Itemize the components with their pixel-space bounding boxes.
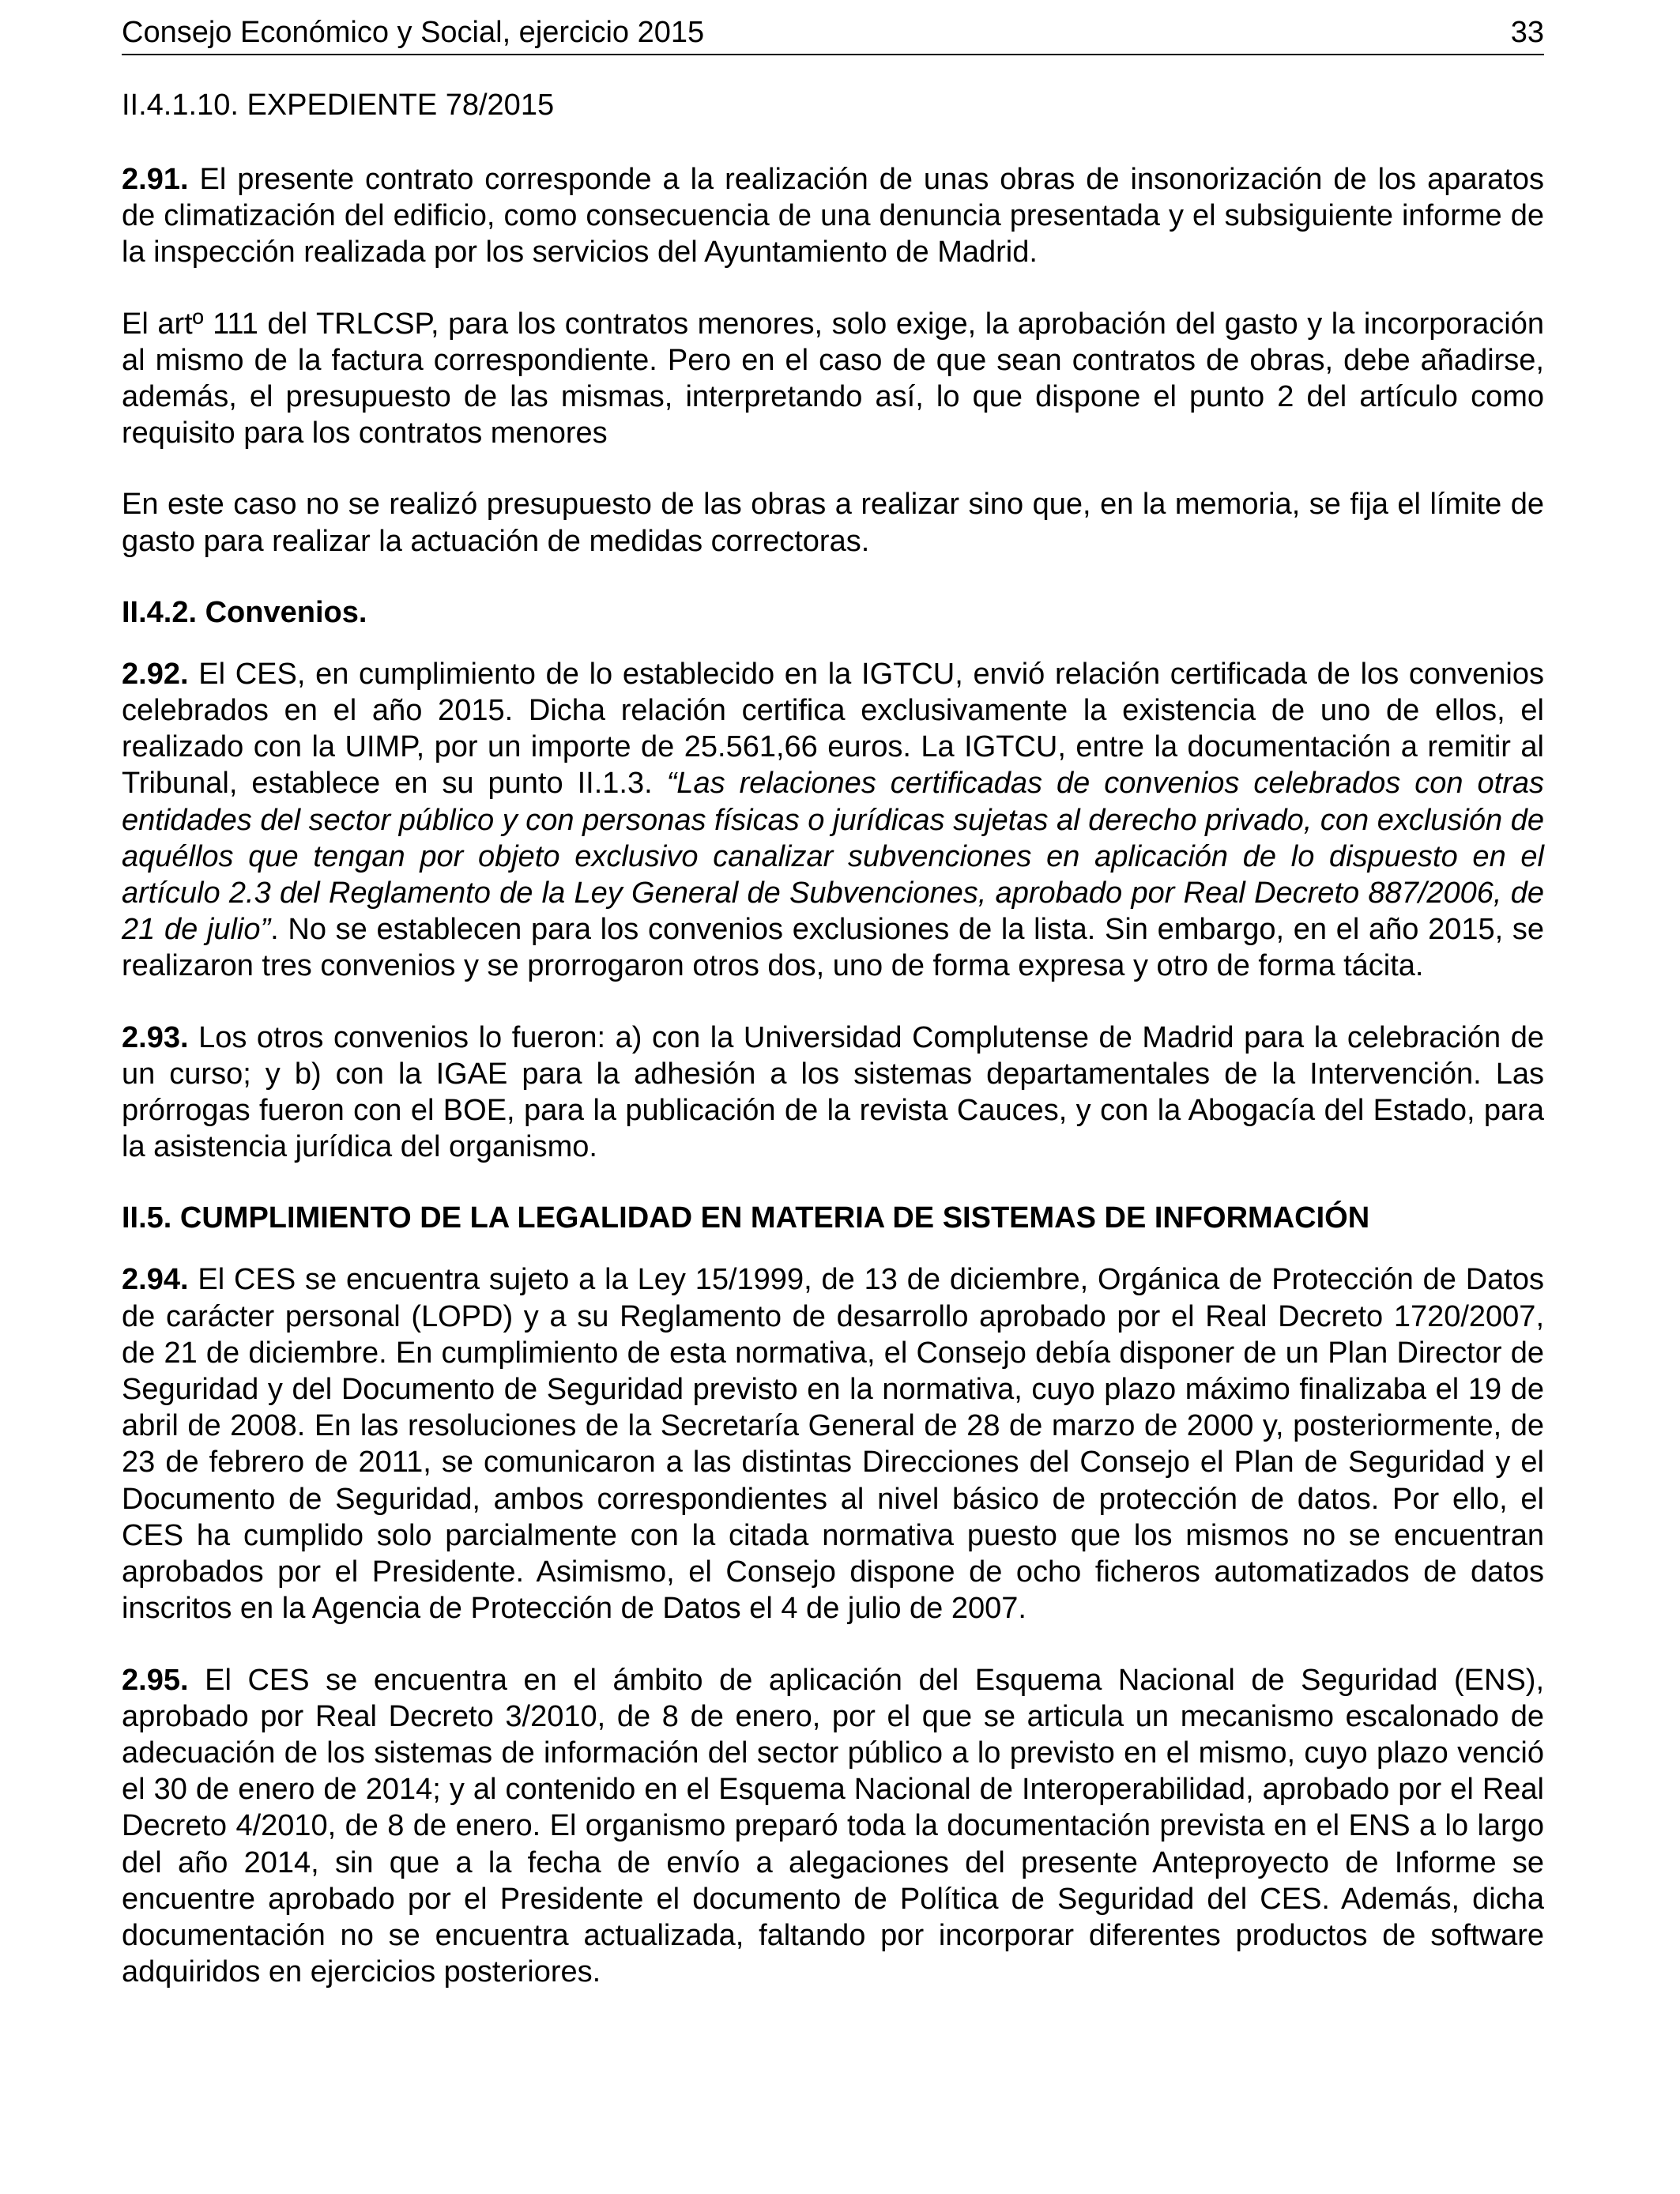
expediente-heading: II.4.1.10. EXPEDIENTE 78/2015	[122, 89, 555, 122]
sistemas-heading: II.5. CUMPLIMIENTO DE LA LEGALIDAD EN MATERIA DE SISTEMAS DE INFORMACIÓN	[122, 1201, 1370, 1235]
paragraph-presupuesto	[122, 486, 1544, 559]
paragraph-number: 2.94.	[122, 1263, 189, 1297]
paragraph-text: El presente contrato corresponde a la realización de unas obras de insonorización de los aparatos de climatización del edificio, como consecuencia de una denuncia presentada y el subsiguiente informe de la inspección realizada por los servicios del Ayuntamiento de Madrid.	[122, 163, 1544, 270]
paragraph-2-91	[122, 161, 1544, 271]
paragraph-number: 2.95.	[122, 1663, 189, 1697]
page-header	[122, 11, 1544, 55]
paragraph-number: 2.91.	[122, 163, 189, 196]
paragraph-number: 2.92.	[122, 657, 189, 691]
italic-quote: “Las relaciones certificadas de convenios celebrados con otras entidades del sector público y con personas físicas o jurídicas sujetas al derecho privado, con exclusión de aquéllos que tengan por objeto exclusivo canalizar subvenciones en aplicación de lo dispuesto en el artículo 2.3 del Reglamento de la Ley General de Subvenciones, aprobado por Real Decreto 887/2006, de 21 de julio”	[122, 767, 1545, 947]
page-number: 33	[1510, 16, 1544, 49]
paragraph-2-94	[122, 1261, 1544, 1627]
paragraph-text: El CES se encuentra sujeto a la Ley 15/1999, de 13 de diciembre, Orgánica de Protección de Datos de carácter personal (LOPD) y a su Reglamento de desarrollo aprobado por el Real Decreto 1720/2007, de 21 de diciembre. En cumplimiento de esta normativa, el Consejo debía disponer de un Plan Director de Seguridad y del Documento de Seguridad previsto en la normativa, cuyo plazo máximo finalizaba el 19 de abril de 2008. En las resoluciones de la Secretaría General de 28 de marzo de 2000 y, posteriormente, de 23 de febrero de 2011, se comunicaron a las distintas Direcciones del Consejo el Plan de Seguridad y el Documento de Seguridad, ambos correspondientes al nivel básico de protección de datos. Por ello, el CES ha cumplido solo parcialmente con la citada normativa puesto que los mismos no se encuentran aprobados por el Presidente. Asimismo, el Consejo dispone de ocho ficheros automatizados de datos inscritos en la Agencia de Protección de Datos el 4 de julio de 2007.	[122, 1263, 1544, 1626]
paragraph-2-92	[122, 656, 1544, 985]
header-title: Consejo Económico y Social, ejercicio 2015	[122, 16, 705, 49]
paragraph-number: 2.93.	[122, 1020, 189, 1054]
paragraph-art-111	[122, 306, 1544, 452]
paragraph-text: Los otros convenios lo fueron: a) con la Universidad Complutense de Madrid para la celebración de un curso; y b) con la IGAE para la adhesión a los sistemas departamentales de la Intervención. Las prórrogas fueron con el BOE, para la publicación de la revista Cauces, y con la Abogacía del Estado, para la asistencia jurídica del organismo.	[122, 1020, 1544, 1164]
paragraph-text: El CES, en cumplimiento de lo establecido en la IGTCU, envió relación certificada de los convenios celebrados en el año 2015. Dicha relación certifica exclusivamente la existencia de uno de ellos, el realizado con la UIMP, por un importe de 25.561,66 euros. La IGTCU, entre la documentación a remitir al Tribunal, establece en su punto II.1.3.	[122, 657, 1544, 801]
paragraph-text-continued: . No se establecen para los convenios exclusiones de la lista. Sin embargo, en el año 2015, se realizaron tres convenios y se prorrogaron otros dos, uno de forma expresa y otro de forma tácita.	[122, 913, 1544, 983]
convenios-heading: II.4.2. Convenios.	[122, 595, 367, 629]
paragraph-text: En este caso no se realizó presupuesto de las obras a realizar sino que, en la memoria, se fija el límite de gasto para realizar la actuación de medidas correctoras.	[122, 488, 1544, 558]
paragraph-text: El CES se encuentra en el ámbito de aplicación del Esquema Nacional de Seguridad (ENS), aprobado por Real Decreto 3/2010, de 8 de enero, por el que se articula un mecanismo escalonado de adecuación de los sistemas de información del sector público a lo previsto en el mismo, cuyo plazo venció el 30 de enero de 2014; y al contenido en el Esquema Nacional de Interoperabilidad, aprobado por el Real Decreto 4/2010, de 8 de enero. El organismo preparó toda la documentación prevista en el ENS a lo largo del año 2014, sin que a la fecha de envío a alegaciones del presente Anteproyecto de Informe se encuentre aprobado por el Presidente el documento de Política de Seguridad del CES. Además, dicha documentación no se encuentra actualizada, faltando por incorporar diferentes productos de software adquiridos en ejercicios posteriores.	[122, 1663, 1544, 1989]
paragraph-text: El artº 111 del TRLCSP, para los contratos menores, solo exige, la aprobación del gasto y la incorporación al mismo de la factura correspondiente. Pero en el caso de que sean contratos de obras, debe añadirse, además, el presupuesto de las mismas, interpretando así, lo que dispone el punto 2 del artículo como requisito para los contratos menores	[122, 307, 1544, 450]
document-body	[122, 87, 1544, 2025]
paragraph-2-95	[122, 1662, 1544, 1991]
paragraph-2-93	[122, 1020, 1544, 1166]
